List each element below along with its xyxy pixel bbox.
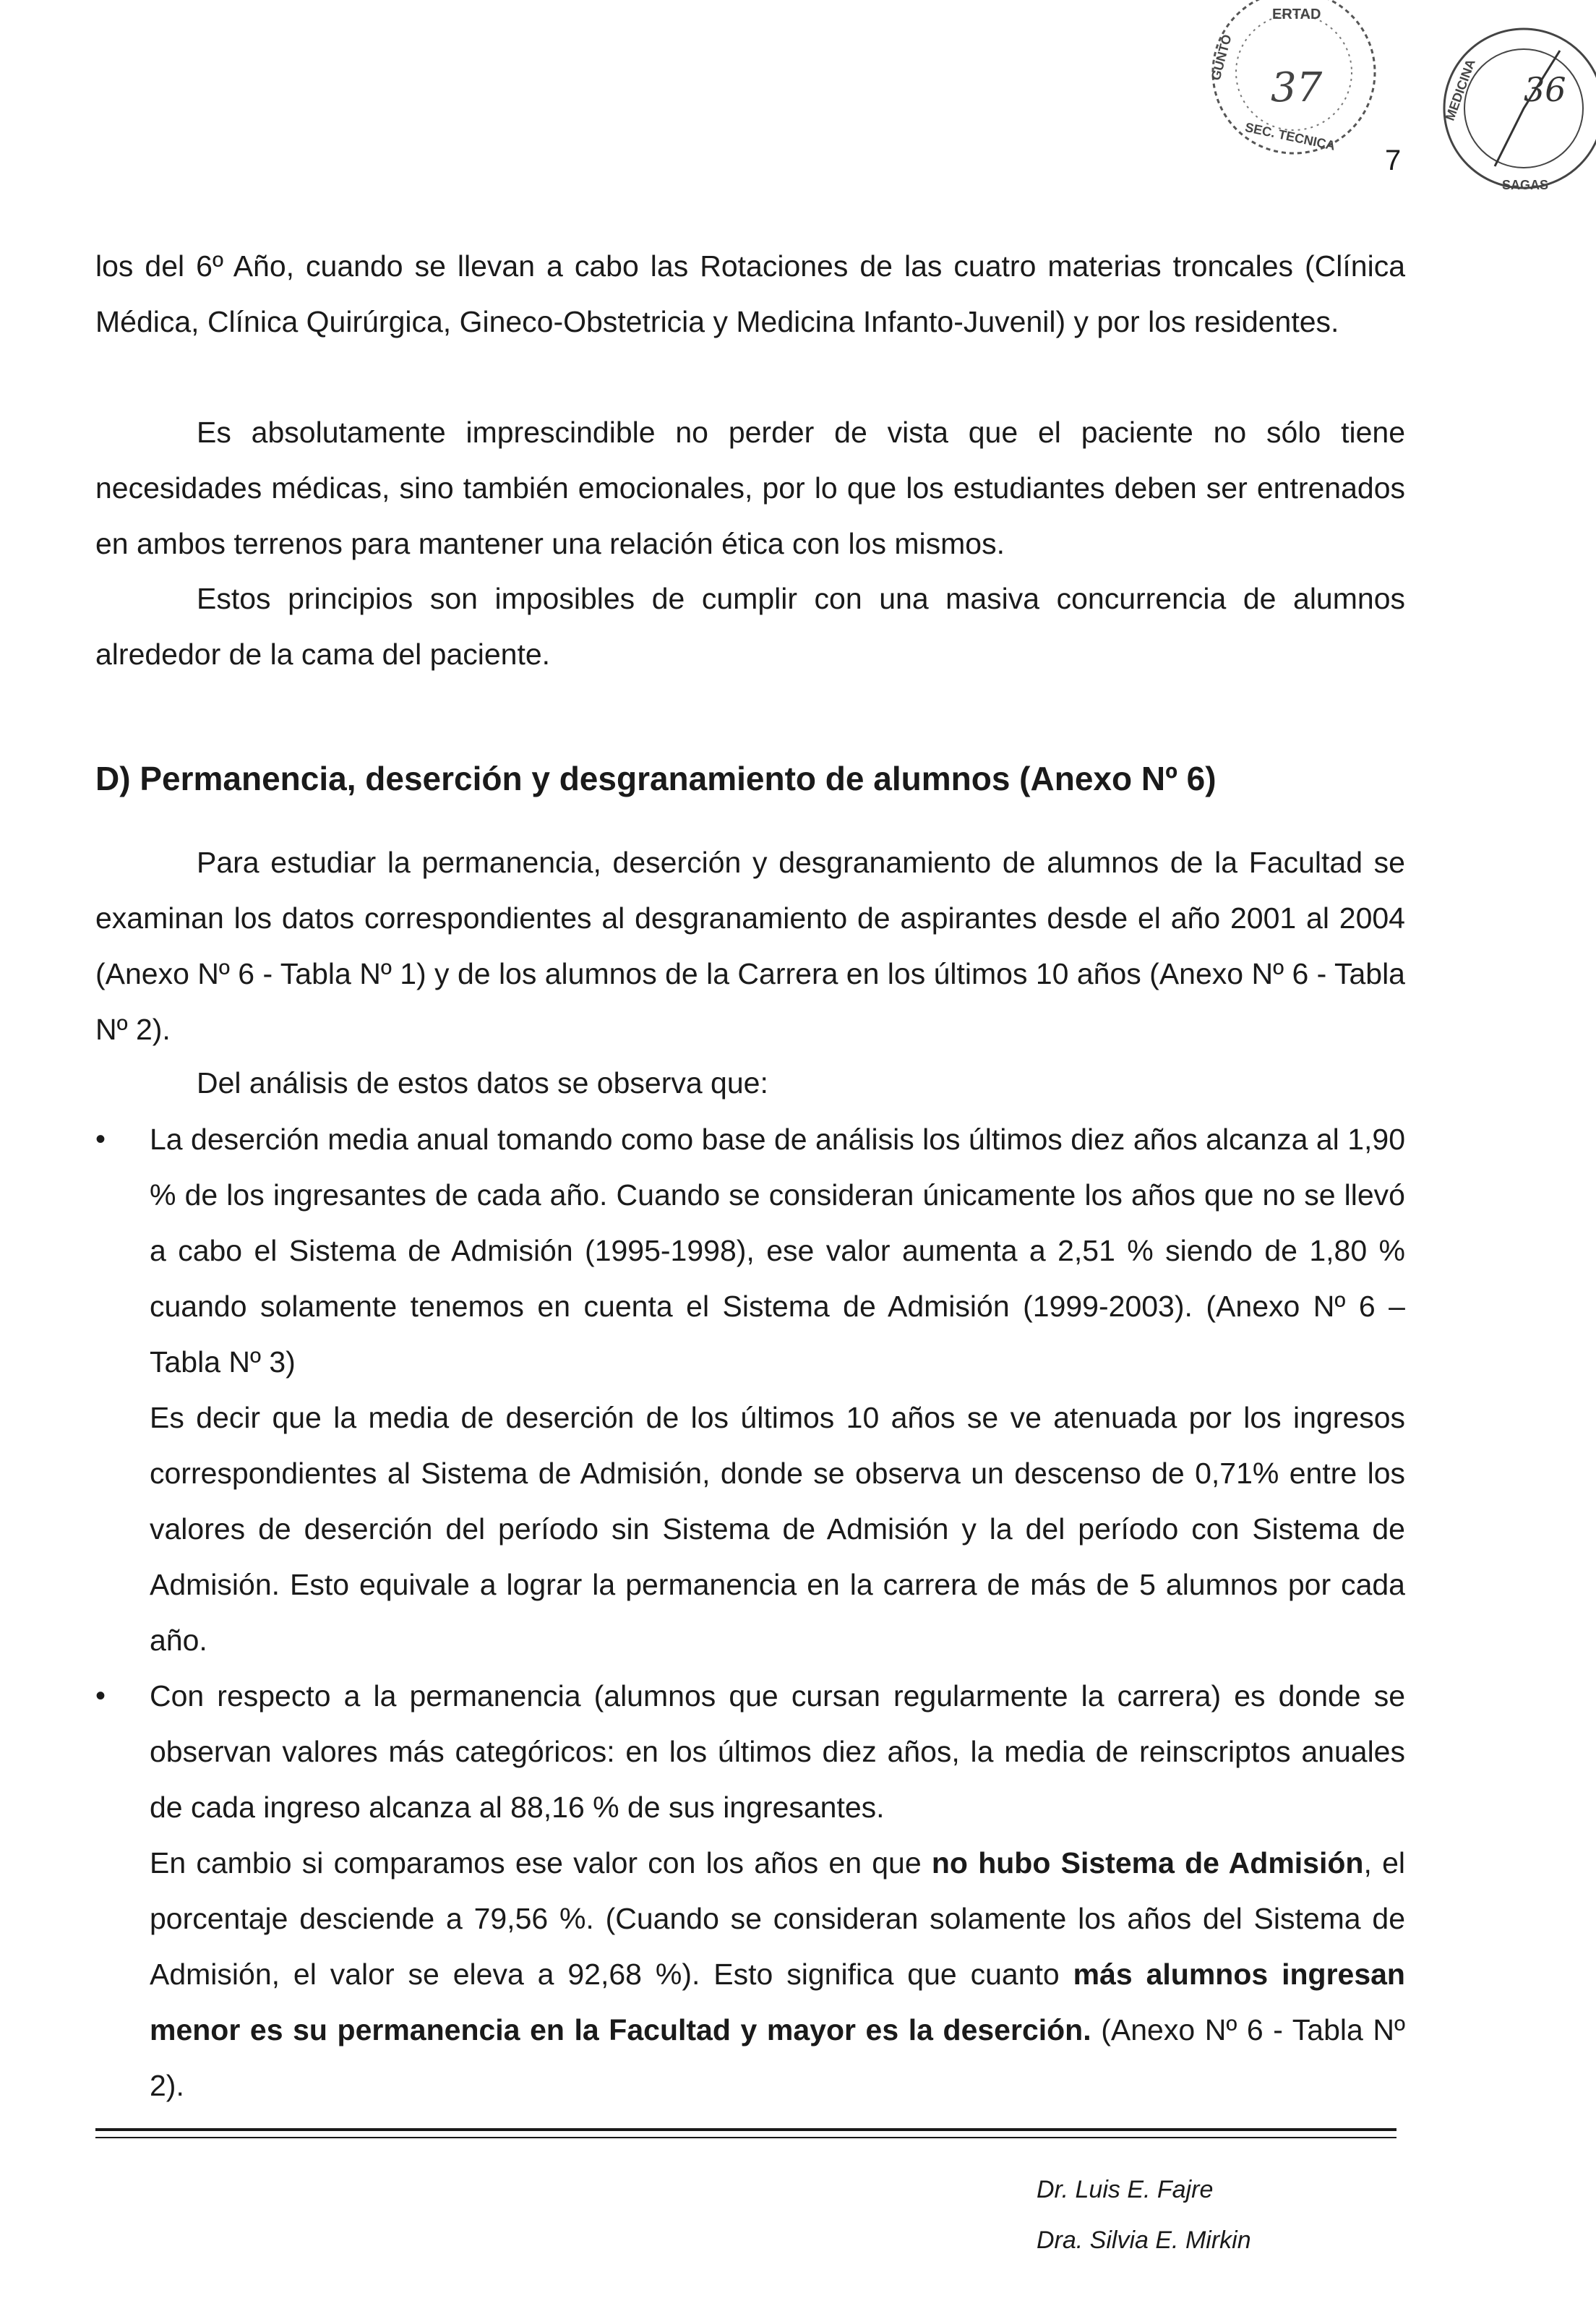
finding-desertion-detail: Es decir que la media de deserción de los últimos 10 años se ve atenuada por los ingresos correspondientes al Sistema de Admisión, donde se observa un descenso de 0,71% entre los valores de deserción del período sin Sistema de Admisión y la del período con Sistema de Admisión. Esto equivale a lograr la permanencia en la carrera de más de 5 alumnos por cada año. — [150, 1401, 1405, 1657]
stamp-left-number: 37 — [1271, 64, 1323, 111]
text-segment: (Anexo Nº 6 - Tabla Nº 2). — [150, 2013, 1406, 2102]
bullet-icon: • — [95, 1680, 106, 1712]
finding-permanence: Con respecto a la permanencia (alumnos que cursan regularmente la carrera) es donde se observan valores más categóricos: en los últimos diez años, la media de reinscriptos anuales de cada ingreso alcanza al 88,16 % de sus ingresantes. — [150, 1679, 1405, 1824]
signer-name-2: Dra. Silvia E. Mirkin — [1037, 2226, 1251, 2254]
paragraph-principles: Estos principios son imposibles de cumplir con una masiva concurrencia de alumnos alrededor de la cama del paciente. — [95, 582, 1405, 671]
finding-permanence-detail — [150, 1835, 1405, 2114]
text-segment: , el porcentaje desciende a 79,56 %. (Cuando se consideran solamente los años del Sistema de Admisión, el valor se eleva a 92,68 %). Esto significa que cuanto — [150, 1846, 1406, 1991]
paragraph-emotional-needs: Es absolutamente imprescindible no perder de vista que el paciente no sólo tiene necesidades médicas, sino también emocionales, por lo que los estudiantes deben ser entrenados en ambos terrenos para mantener una relación ética con los mismos. — [95, 416, 1405, 560]
faculty-stamp-right — [1415, 0, 1596, 195]
paragraph-section-intro: Para estudiar la permanencia, deserción y desgranamiento de alumnos de la Facultad se examinan los datos correspondientes al desgranamiento de aspirantes desde el año 2001 al 2004 (Anexo Nº 6 - Tabla Nº 1) y de los alumnos de la Carrera en los últimos 10 años (Anexo Nº 6 - Tabla Nº 2). — [95, 846, 1405, 1046]
bold-segment: más alumnos ingresan menor es su permanencia en la Facultad y mayor es la deserción. — [150, 1958, 1405, 2046]
faculty-stamp-left — [1185, 0, 1402, 173]
stamp-left-side-text: GUNTO — [1208, 33, 1235, 82]
stamp-right-number: 36 — [1524, 70, 1566, 109]
text-segment: En cambio si comparamos ese valor con los años en que — [150, 1846, 932, 1879]
bullet-icon: • — [95, 1123, 106, 1155]
bold-segment: no hubo Sistema de Admisión — [931, 1846, 1364, 1879]
stamp-right-bottom-text: SAGAS — [1502, 178, 1549, 192]
footer-rule-thin — [95, 2137, 1396, 2138]
list-item — [95, 1668, 1405, 2114]
finding-desertion: La deserción media anual tomando como base de análisis los últimos diez años alcanza al 1,90 % de los ingresantes de cada año. Cuando se consideran únicamente los años que no se llevó a cabo el Sistema de Admisión (1995-1998), ese valor aumenta a 2,51 % siendo de 1,80 % cuando solamente tenemos en cuenta el Sistema de Admisión (1999-2003). (Anexo Nº 6 – Tabla Nº 3) — [150, 1123, 1405, 1379]
signer-name-1: Dr. Luis E. Fajre — [1037, 2176, 1214, 2203]
paragraph-analysis-lead: Del análisis de estos datos se observa que: — [197, 1066, 768, 1100]
page-number: 7 — [1385, 145, 1402, 176]
findings-list — [95, 1112, 1405, 2114]
paragraph-rotations: los del 6º Año, cuando se llevan a cabo las Rotaciones de las cuatro materias troncales (Clínica Médica, Clínica Quirúrgica, Gineco-Obstetricia y Medicina Infanto-Juvenil) y por los residentes. — [95, 249, 1405, 338]
stamp-left-top-text: ERTAD — [1272, 7, 1321, 22]
stamp-left-bottom-text: SEC. TECNICA — [1243, 119, 1337, 153]
stamp-right-side-text: MEDICINA — [1442, 57, 1478, 123]
section-heading: D) Permanencia, deserción y desgranamiento de alumnos (Anexo Nº 6) — [95, 760, 1217, 797]
footer-rule — [95, 2128, 1396, 2131]
list-item — [95, 1112, 1405, 1668]
